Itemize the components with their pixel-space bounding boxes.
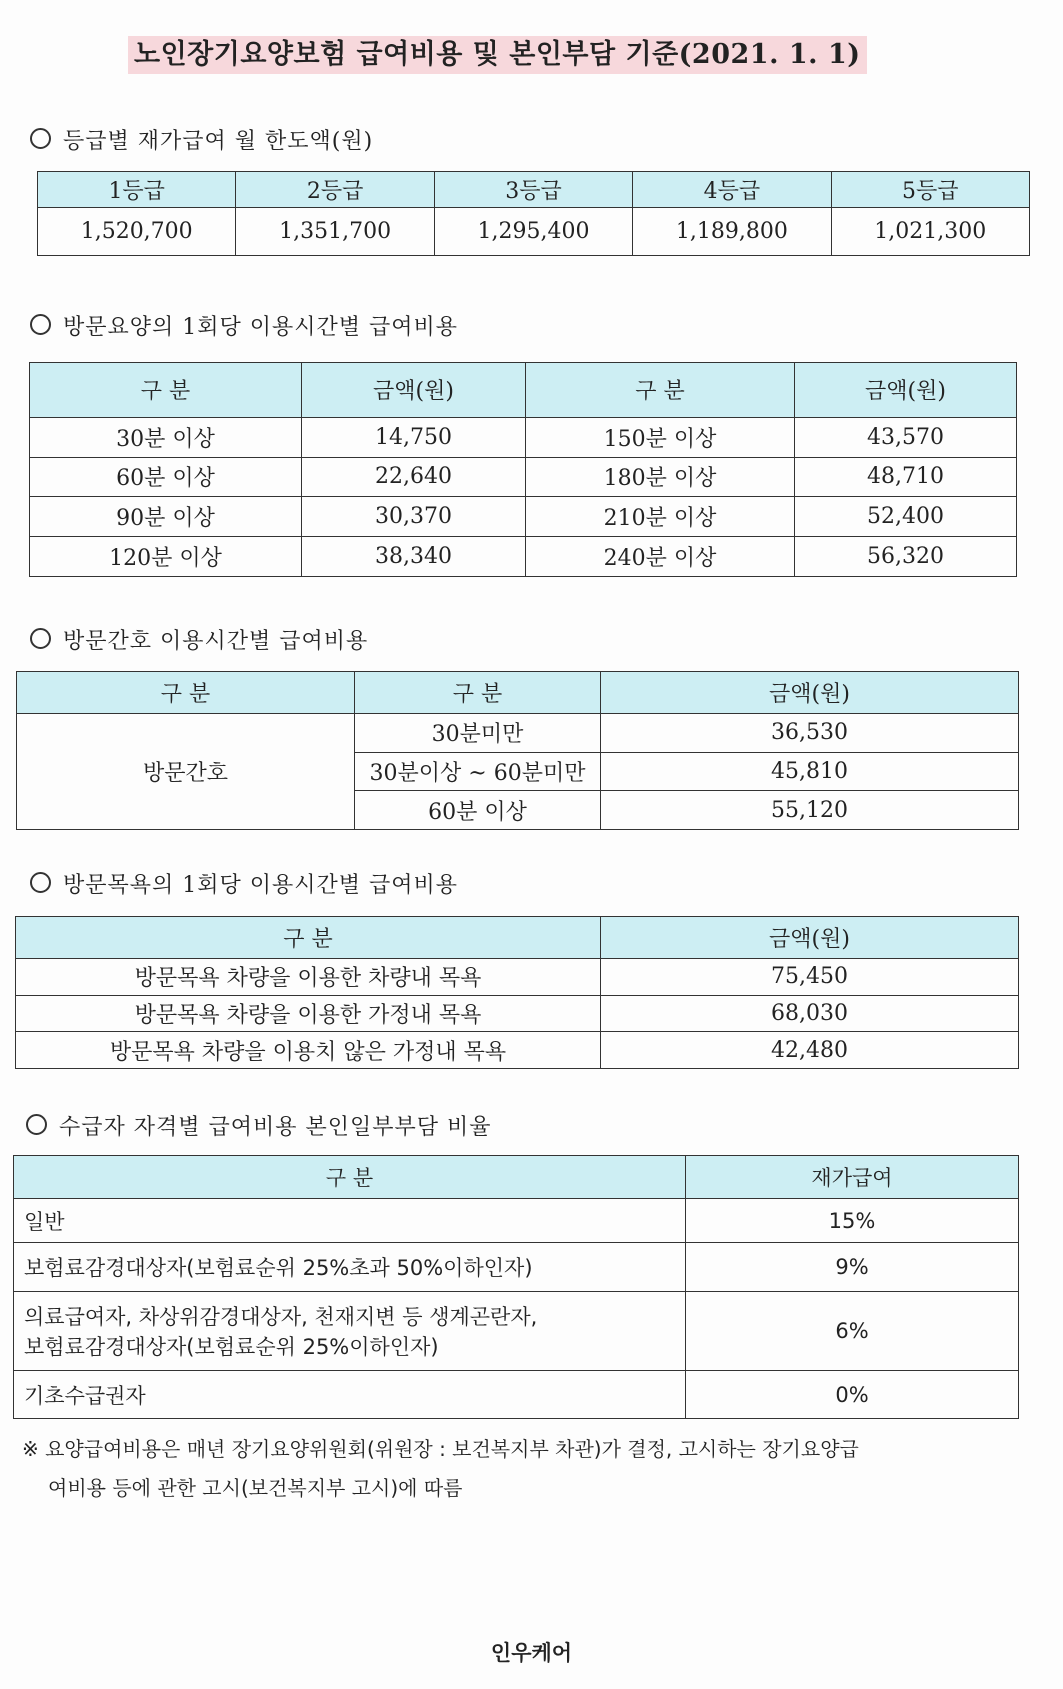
amount-cell: 14,750 xyxy=(302,417,526,457)
type-cell: 방문목욕 차량을 이용한 가정내 목욕 xyxy=(16,995,601,1032)
header-cell: 구 분 xyxy=(526,363,795,418)
header-cell: 재가급여 xyxy=(686,1156,1019,1199)
header-cell: 2등급 xyxy=(236,172,434,208)
header-cell: 구 분 xyxy=(30,363,302,418)
eligibility-text: 기초수급권자 xyxy=(24,1383,146,1408)
header-cell: 4등급 xyxy=(633,172,831,208)
eligibility-cell xyxy=(14,1371,686,1419)
footnote-line: ※ 요양급여비용은 매년 장기요양위원회(위원장 : 보건복지부 차관)가 결정, 고시하는 장기요양급 xyxy=(22,1437,859,1461)
category-cell: 방문간호 xyxy=(17,714,355,830)
header-cell: 구 분 xyxy=(16,917,601,959)
home-bathing-fee-table xyxy=(15,916,1019,1069)
page-title: 노인장기요양보험 급여비용 및 본인부담 기준(2021. 1. 1) xyxy=(128,36,867,74)
header-cell: 금액(원) xyxy=(302,363,526,418)
table-row xyxy=(30,537,1017,577)
header-cell: 구 분 xyxy=(355,672,601,714)
circle-bullet-icon xyxy=(30,314,51,335)
heading-text: 수급자 자격별 급여비용 본인일부부담 비율 xyxy=(59,1115,492,1140)
header-cell: 금액(원) xyxy=(601,672,1019,714)
rate-cell: 15% xyxy=(686,1199,1019,1243)
amount-cell: 43,570 xyxy=(795,417,1017,457)
copayment-rate-table xyxy=(13,1155,1019,1419)
eligibility-cell xyxy=(14,1292,686,1371)
eligibility-cell xyxy=(14,1199,686,1243)
table-row xyxy=(30,497,1017,537)
duration-cell: 90분 이상 xyxy=(30,497,302,537)
type-cell: 방문목욕 차량을 이용치 않은 가정내 목욕 xyxy=(16,1032,601,1069)
circle-bullet-icon xyxy=(30,872,51,893)
section-heading xyxy=(30,310,458,341)
header-cell: 3등급 xyxy=(434,172,632,208)
header-cell: 5등급 xyxy=(831,172,1029,208)
duration-cell: 210분 이상 xyxy=(526,497,795,537)
heading-text: 방문목욕의 1회당 이용시간별 급여비용 xyxy=(63,873,459,898)
section-heading xyxy=(30,624,368,655)
amount-cell: 22,640 xyxy=(302,457,526,497)
header-cell: 구 분 xyxy=(14,1156,686,1199)
value-cell: 1,351,700 xyxy=(236,208,434,256)
eligibility-text: 의료급여자, 차상위감경대상자, 천재지변 등 생계곤란자, xyxy=(24,1305,538,1329)
circle-bullet-icon xyxy=(26,1114,47,1135)
eligibility-cell xyxy=(14,1243,686,1292)
duration-cell: 120분 이상 xyxy=(30,537,302,577)
amount-cell: 30,370 xyxy=(302,497,526,537)
value-cell: 1,295,400 xyxy=(434,208,632,256)
header-cell: 1등급 xyxy=(38,172,236,208)
rate-cell: 6% xyxy=(686,1292,1019,1371)
duration-cell: 60분 이상 xyxy=(30,457,302,497)
header-cell: 구 분 xyxy=(17,672,355,714)
footnote xyxy=(22,1430,1062,1508)
duration-cell: 180분 이상 xyxy=(526,457,795,497)
footer-brand: 인우케어 xyxy=(490,1641,573,1665)
amount-cell: 55,120 xyxy=(601,791,1019,830)
section-heading xyxy=(26,1110,492,1141)
eligibility-text: 보험료감경대상자(보험료순위 25%초과 50%이하인자) xyxy=(24,1256,533,1280)
home-care-fee-table xyxy=(29,362,1017,577)
circle-bullet-icon xyxy=(30,128,51,149)
type-cell: 방문목욕 차량을 이용한 차량내 목욕 xyxy=(16,959,601,996)
amount-cell: 68,030 xyxy=(601,995,1019,1032)
value-cell: 1,520,700 xyxy=(38,208,236,256)
duration-cell: 60분 이상 xyxy=(355,791,601,830)
table-row xyxy=(30,417,1017,457)
home-nursing-fee-table xyxy=(16,671,1019,830)
amount-cell: 52,400 xyxy=(795,497,1017,537)
footnote-line: 여비용 등에 관한 고시(보건복지부 고시)에 따름 xyxy=(48,1476,463,1500)
grade-limit-table xyxy=(37,171,1030,256)
duration-cell: 30분미만 xyxy=(355,714,601,753)
heading-text: 방문간호 이용시간별 급여비용 xyxy=(63,629,369,654)
duration-cell: 150분 이상 xyxy=(526,417,795,457)
heading-text: 방문요양의 1회당 이용시간별 급여비용 xyxy=(63,315,459,340)
value-cell: 1,189,800 xyxy=(633,208,831,256)
rate-cell: 0% xyxy=(686,1371,1019,1419)
heading-text: 등급별 재가급여 월 한도액(원) xyxy=(63,129,374,154)
header-cell: 금액(원) xyxy=(601,917,1019,959)
amount-cell: 36,530 xyxy=(601,714,1019,753)
duration-cell: 30분이상 ~ 60분미만 xyxy=(355,752,601,791)
duration-cell: 240분 이상 xyxy=(526,537,795,577)
eligibility-text: 일반 xyxy=(24,1209,65,1234)
amount-cell: 38,340 xyxy=(302,537,526,577)
value-cell: 1,021,300 xyxy=(831,208,1029,256)
duration-cell: 30분 이상 xyxy=(30,417,302,457)
amount-cell: 48,710 xyxy=(795,457,1017,497)
section-heading xyxy=(30,868,458,899)
rate-cell: 9% xyxy=(686,1243,1019,1292)
header-cell: 금액(원) xyxy=(795,363,1017,418)
amount-cell: 56,320 xyxy=(795,537,1017,577)
eligibility-text: 보험료감경대상자(보험료순위 25%이하인자) xyxy=(24,1335,439,1359)
amount-cell: 75,450 xyxy=(601,959,1019,996)
table-row xyxy=(30,457,1017,497)
amount-cell: 42,480 xyxy=(601,1032,1019,1069)
circle-bullet-icon xyxy=(30,628,51,649)
section-heading xyxy=(30,124,373,155)
amount-cell: 45,810 xyxy=(601,752,1019,791)
